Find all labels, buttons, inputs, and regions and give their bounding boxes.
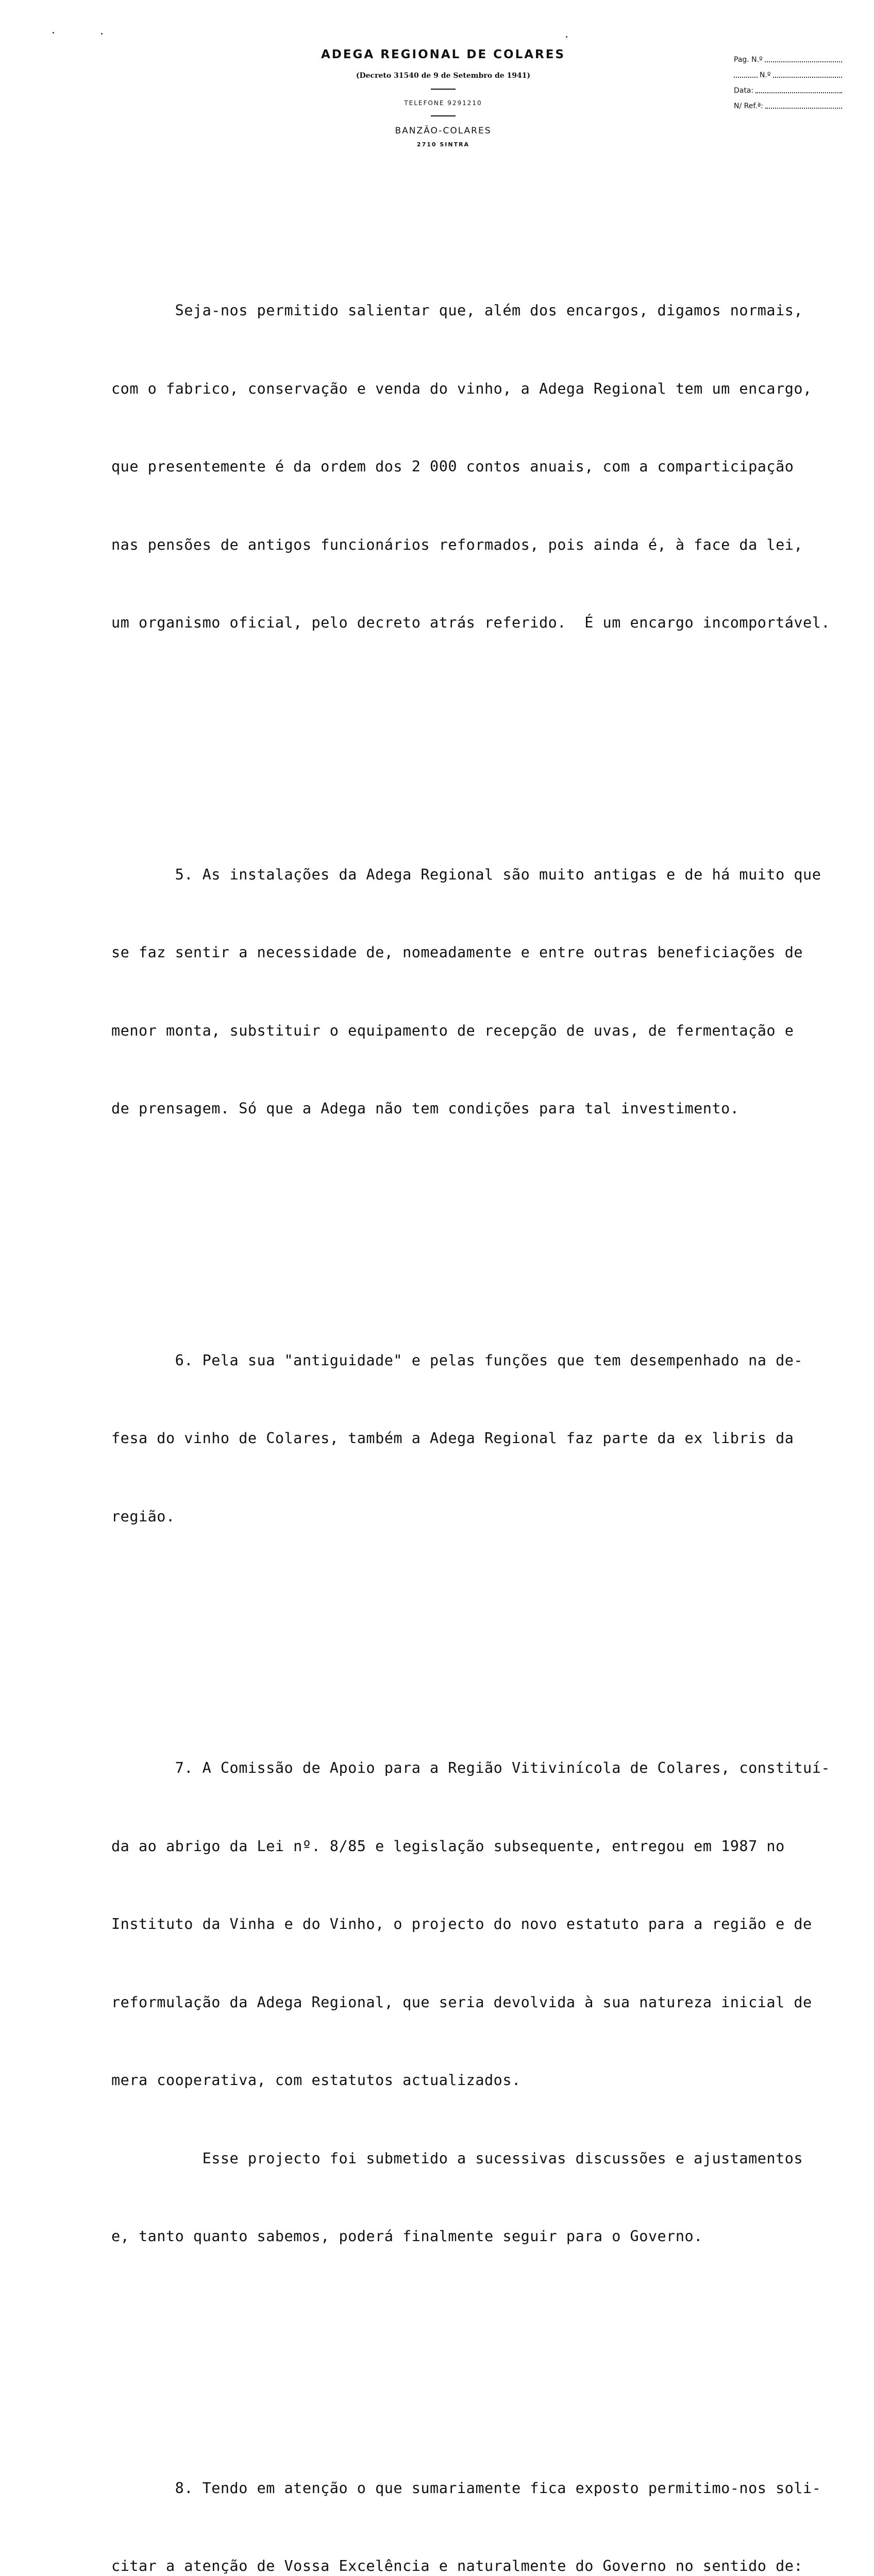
number-label: N.º xyxy=(760,71,771,79)
text-line: 6. Pela sua "antiguidade" e pelas funções que tem desempenhado na de- xyxy=(111,1348,853,1374)
phone-number: TELEFONE 9291210 xyxy=(278,99,608,107)
paragraph-8 xyxy=(111,2424,853,2576)
reference-fields xyxy=(734,48,842,110)
fill-line xyxy=(734,76,758,78)
scan-speck xyxy=(101,33,103,35)
text-line: fesa do vinho de Colares, também a Adega Regional faz parte da ex libris da xyxy=(111,1426,853,1452)
page-number-field xyxy=(734,48,842,64)
paragraph-gap xyxy=(111,2354,853,2371)
paragraph-5 xyxy=(111,810,853,1174)
paragraph-gap xyxy=(111,1634,853,1651)
fill-line xyxy=(755,92,842,93)
text-line: Instituto da Vinha e do Vinho, o projecto do novo estatuto para a região e de xyxy=(111,1911,853,1938)
our-reference-label: N/ Ref.ª: xyxy=(734,102,763,110)
text-line: e, tanto quanto sabemos, poderá finalmente seguir para o Governo. xyxy=(111,2224,853,2250)
text-line: nas pensões de antigos funcionários reformados, pois ainda é, à face da lei, xyxy=(111,532,853,558)
postal-address: 2710 SINTRA xyxy=(278,141,608,148)
text-line: região. xyxy=(111,1504,853,1530)
fill-line xyxy=(773,76,842,78)
text-line: reformulação da Adega Regional, que seria devolvida à sua natureza inicial de xyxy=(111,1990,853,2016)
text-line: de prensagem. Só que a Adega não tem condições para tal investimento. xyxy=(111,1096,853,1122)
text-line: um organismo oficial, pelo decreto atrás referido. É um encargo incomportável. xyxy=(111,610,853,636)
our-reference-field xyxy=(734,95,842,110)
text-line: Esse projecto foi submetido a sucessivas discussões e ajustamentos xyxy=(111,2146,853,2172)
letterhead xyxy=(278,47,608,148)
paragraph-gap xyxy=(111,1226,853,1244)
text-line: citar a atenção de Vossa Excelência e naturalmente do Governo no sentido de: xyxy=(111,2553,853,2576)
decree-reference: (Decreto 31540 de 9 de Setembro de 1941) xyxy=(278,71,608,80)
paragraph-7 xyxy=(111,1703,853,2302)
number-field xyxy=(734,64,842,79)
text-line: Seja-nos permitido salientar que, além dos encargos, digamos normais, xyxy=(111,298,853,324)
text-line: da ao abrigo da Lei nº. 8/85 e legislação subsequente, entregou em 1987 no xyxy=(111,1834,853,1860)
organization-name: ADEGA REGIONAL DE COLARES xyxy=(278,47,608,62)
paragraph-gap xyxy=(111,740,853,758)
location: BANZÃO-COLARES xyxy=(278,126,608,136)
fill-line xyxy=(765,61,842,62)
text-line: 5. As instalações da Adega Regional são muito antigas e de há muito que xyxy=(111,862,853,888)
text-line: com o fabrico, conservação e venda do vinho, a Adega Regional tem um encargo, xyxy=(111,376,853,402)
date-field xyxy=(734,79,842,95)
scan-speck xyxy=(53,32,54,33)
text-line: menor monta, substituir o equipamento de recepção de uvas, de fermentação e xyxy=(111,1018,853,1044)
text-line: se faz sentir a necessidade de, nomeadamente e entre outras beneficiações de xyxy=(111,940,853,966)
page-number-label: Pag. N.º xyxy=(734,56,763,64)
date-label: Data: xyxy=(734,87,753,95)
scan-speck xyxy=(566,36,567,38)
text-line: 8. Tendo em atenção o que sumariamente fica exposto permitimo-nos soli- xyxy=(111,2476,853,2502)
paragraph-6 xyxy=(111,1296,853,1582)
text-line: 7. A Comissão de Apoio para a Região Vitivinícola de Colares, constituí- xyxy=(111,1755,853,1782)
fill-line xyxy=(765,107,842,109)
text-line: mera cooperativa, com estatutos actualizados. xyxy=(111,2067,853,2094)
text-line: que presentemente é da ordem dos 2 000 contos anuais, com a comparticipação xyxy=(111,454,853,480)
letter-body xyxy=(111,194,853,2576)
divider xyxy=(431,115,456,116)
paragraph-encargos xyxy=(111,246,853,688)
divider xyxy=(431,89,456,90)
